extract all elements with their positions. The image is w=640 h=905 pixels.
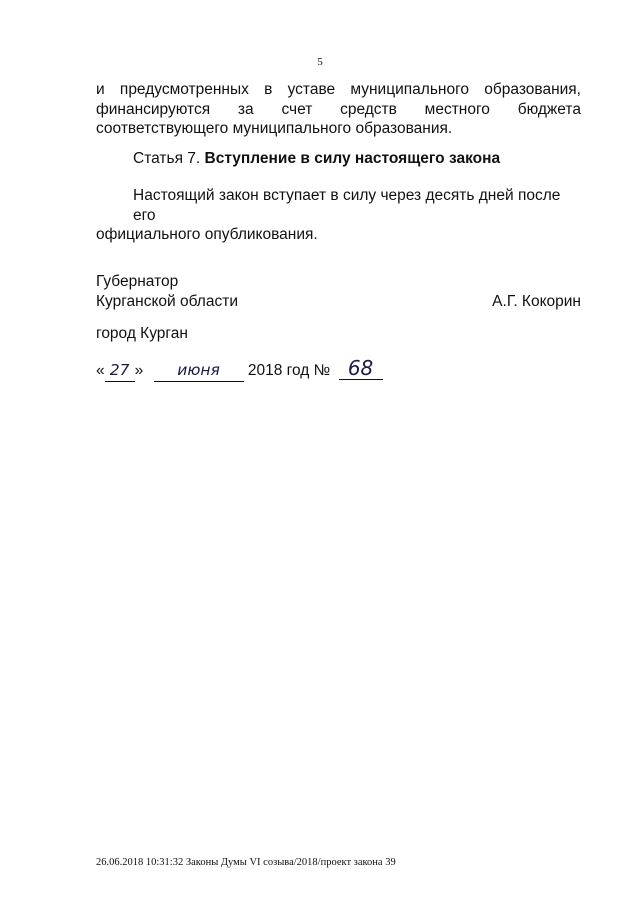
close-quote: » bbox=[134, 362, 144, 379]
article-heading bbox=[96, 149, 581, 169]
paragraph-line-1 bbox=[96, 80, 581, 100]
signing-date-line bbox=[96, 357, 383, 382]
signatory-name: А.Г. Кокорин bbox=[492, 292, 581, 310]
open-quote: « bbox=[96, 362, 105, 379]
word: счет bbox=[281, 100, 313, 118]
word: муниципального bbox=[350, 81, 470, 98]
page-number: 5 bbox=[317, 56, 323, 68]
place: город Курган bbox=[96, 325, 188, 342]
word: и bbox=[96, 81, 105, 98]
word: за bbox=[237, 100, 254, 118]
year-and-number-label: 2018 год № bbox=[247, 362, 331, 379]
handwritten-law-number: 68 bbox=[339, 357, 383, 380]
article-title: Вступление в силу настоящего закона bbox=[204, 150, 501, 167]
signature-block bbox=[96, 272, 581, 311]
paragraph-line-2 bbox=[96, 100, 581, 120]
signatory-title-line-2: Курганской области bbox=[96, 292, 238, 310]
article-prefix: Статья 7. bbox=[133, 150, 201, 167]
article-body-line-1: Настоящий закон вступает в силу через десять дней после его bbox=[133, 187, 561, 224]
word: местного bbox=[424, 100, 490, 118]
word: уставе bbox=[287, 81, 336, 98]
article-body-line-2: официального опубликования. bbox=[96, 226, 318, 243]
word: в bbox=[264, 81, 273, 98]
word: средств bbox=[340, 100, 397, 118]
word: финансируются bbox=[96, 100, 211, 118]
footer-file-info: 26.06.2018 10:31:32 Законы Думы VI созыва/2018/проект закона 39 bbox=[96, 857, 396, 868]
word: образования, bbox=[484, 81, 581, 98]
paragraph-line-3: соответствующего муниципального образования. bbox=[96, 120, 453, 137]
handwritten-month: июня bbox=[154, 359, 244, 382]
word: предусмотренных bbox=[119, 81, 249, 98]
paragraph-continuation bbox=[96, 80, 581, 139]
article-body bbox=[96, 186, 581, 245]
signatory-title-line-1: Губернатор bbox=[96, 273, 179, 290]
word: бюджета bbox=[517, 100, 581, 118]
handwritten-day: 27 bbox=[105, 359, 135, 382]
